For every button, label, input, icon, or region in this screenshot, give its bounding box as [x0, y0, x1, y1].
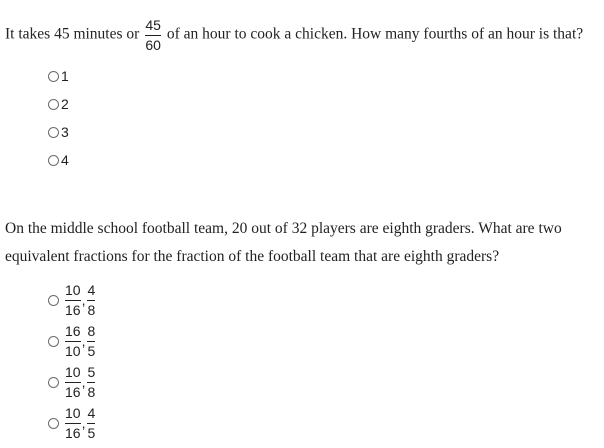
- fraction: [65, 405, 81, 442]
- question-2-option-3[interactable]: [48, 362, 95, 402]
- question-1-fraction: [145, 17, 161, 53]
- fraction-numerator: 8: [87, 322, 96, 339]
- question-1-text: [5, 17, 583, 53]
- question-2-option-2[interactable]: [48, 321, 95, 361]
- radio-button[interactable]: [48, 99, 59, 110]
- radio-button[interactable]: [48, 155, 59, 166]
- fraction-denominator: 10: [65, 342, 81, 359]
- fraction-numerator: 10: [65, 404, 81, 421]
- question-2-text-line-1: On the middle school football team, 20 out of 32 players are eighth graders. What are two: [5, 220, 562, 237]
- fraction-numerator: 4: [87, 404, 96, 421]
- fraction-numerator: 10: [65, 363, 81, 380]
- fraction-bar: [87, 300, 95, 301]
- question-2-option-1[interactable]: [48, 280, 95, 320]
- radio-button[interactable]: [48, 377, 59, 388]
- comma-separator: ,: [81, 292, 86, 308]
- question-1-option-2[interactable]: [48, 95, 69, 113]
- fraction-denominator: 16: [65, 301, 81, 318]
- fraction-bar: [87, 341, 95, 342]
- fraction-denominator: 8: [87, 383, 96, 400]
- fraction-denominator: 5: [87, 424, 96, 441]
- radio-button[interactable]: [48, 71, 59, 82]
- fraction-numerator: 10: [65, 281, 81, 298]
- radio-button[interactable]: [48, 295, 59, 306]
- question-1-option-4[interactable]: [48, 151, 69, 169]
- option-label: 1: [61, 68, 69, 84]
- radio-button[interactable]: [48, 127, 59, 138]
- fraction-bar: [65, 423, 81, 424]
- fraction-bar: [65, 341, 81, 342]
- fraction-numerator: 45: [145, 17, 161, 33]
- comma-separator: ,: [81, 374, 86, 390]
- question-1-option-3[interactable]: [48, 123, 69, 141]
- comma-separator: ,: [81, 333, 86, 349]
- radio-button[interactable]: [48, 336, 59, 347]
- fraction-denominator: 16: [65, 424, 81, 441]
- fraction: [65, 364, 81, 401]
- fraction-bar: [87, 382, 95, 383]
- fraction-bar: [145, 35, 161, 36]
- fraction-bar: [65, 300, 81, 301]
- fraction-bar: [87, 423, 95, 424]
- radio-button[interactable]: [48, 418, 59, 429]
- fraction-numerator: 5: [87, 363, 96, 380]
- option-label: 4: [61, 152, 69, 168]
- fraction-denominator: 60: [145, 37, 161, 53]
- fraction-denominator: 5: [87, 342, 96, 359]
- question-2-text-line-2: equivalent fractions for the fraction of the football team that are eighth graders?: [5, 248, 500, 265]
- fraction: [65, 323, 81, 360]
- question-1-option-1[interactable]: [48, 67, 69, 85]
- fraction: [87, 405, 95, 442]
- question-1-text-after: of an hour to cook a chicken. How many fourths of an hour is that?: [166, 25, 584, 43]
- fraction: [65, 282, 81, 319]
- option-label: 3: [61, 124, 69, 140]
- fraction: [87, 282, 95, 319]
- fraction-bar: [65, 382, 81, 383]
- comma-separator: ,: [81, 415, 86, 431]
- question-2-option-4[interactable]: [48, 403, 95, 443]
- question-1-text-before: It takes 45 minutes or: [5, 25, 140, 43]
- option-label: 2: [61, 96, 69, 112]
- fraction: [87, 364, 95, 401]
- fraction-denominator: 16: [65, 383, 81, 400]
- fraction-denominator: 8: [87, 301, 96, 318]
- fraction-numerator: 4: [87, 281, 96, 298]
- fraction-numerator: 16: [65, 322, 81, 339]
- fraction: [87, 323, 95, 360]
